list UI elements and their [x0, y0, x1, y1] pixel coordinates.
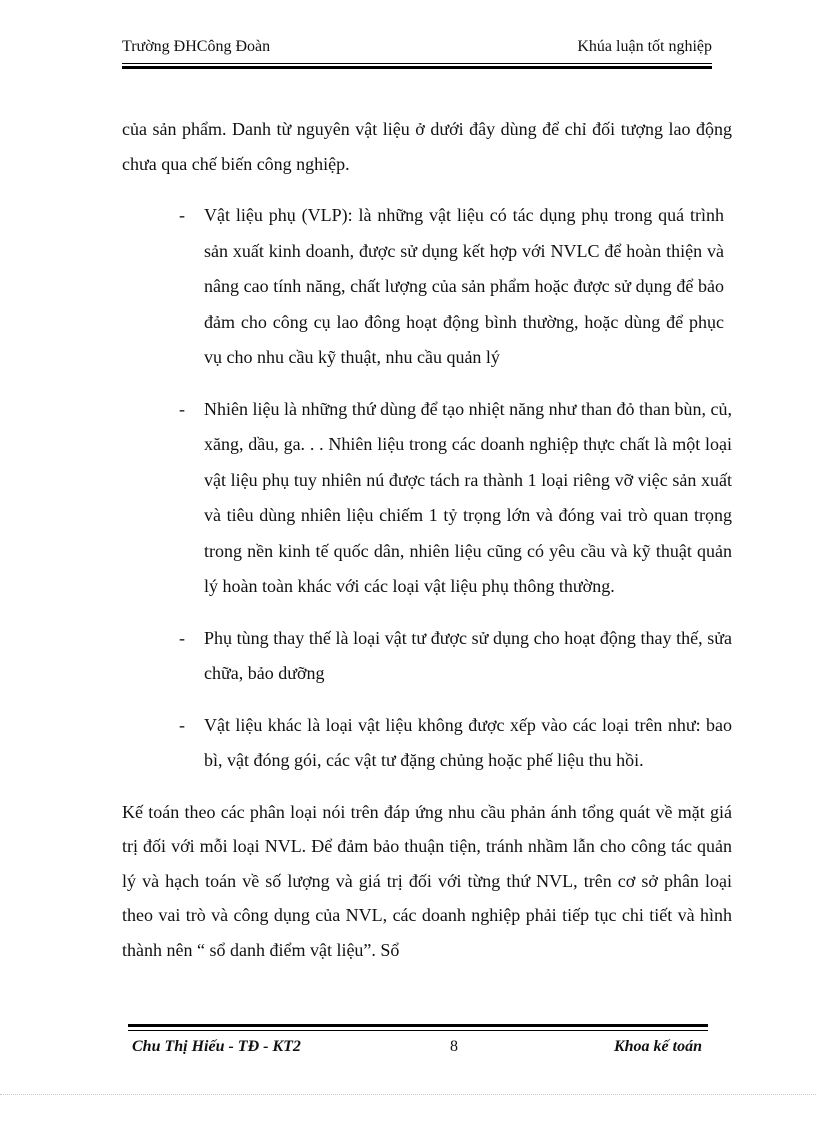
- bullet-item: [122, 621, 732, 692]
- footer-rule-thick: [128, 1024, 708, 1027]
- bullet-dash: -: [179, 714, 185, 735]
- footer-author: Chu Thị Hiếu - TĐ - KT2: [132, 1038, 301, 1055]
- bullet-item: [122, 392, 732, 605]
- intro-paragraph: của sản phẩm. Danh từ nguyên vật liệu ở dưới đây dùng để chỉ đối tượng lao động chưa qua chế biến công nghiệp.: [122, 119, 732, 174]
- bullet-dash: -: [179, 398, 185, 419]
- bullet-item: [122, 708, 732, 779]
- bullet-text: Vật liệu phụ (VLP): là những vật liệu có tác dụng phụ trong quá trình sản xuất kinh doanh, được sử dụng kết hợp với NVLC để hoàn thiện và nâng cao tính năng, chất lượng của sản phẩm hoặc được sử dụng để bảo đảm cho công cụ lao đông hoạt động bình thường, hoặc dùng để phục vụ cho nhu cầu kỹ thuật, nhu cầu quản lý: [204, 205, 724, 367]
- footer-faculty: Khoa kế toán: [613, 1038, 702, 1055]
- page-number: 8: [450, 1038, 458, 1055]
- header-rule-thick: [122, 66, 712, 69]
- bullet-dash: -: [179, 627, 185, 648]
- page-body: [122, 112, 732, 967]
- page-boundary: [0, 1094, 816, 1095]
- bullet-text: Phụ tùng thay thế là loại vật tư được sử dụng cho hoạt động thay thế, sửa chữa, bảo dưỡng: [204, 627, 732, 683]
- page-header: [122, 38, 712, 64]
- bullet-item: [122, 198, 724, 376]
- closing-paragraph: Kế toán theo các phân loại nói trên đáp ứng nhu cầu phản ánh tổng quát về mặt giá trị đối với mỗi loại NVL. Để đảm bảo thuận tiện, tránh nhầm lẫn cho công tác quản lý và hạch toán về số lượng và giá trị đối với từng thứ NVL, trên cơ sở phân loại theo vai trò và công dụng của NVL, các doanh nghiệp phải tiếp tục chi tiết và hình thành nên “ sổ danh điểm vật liệu”. Sổ: [122, 801, 732, 960]
- bullet-text: Vật liệu khác là loại vật liệu không được xếp vào các loại trên như: bao bì, vật đóng gói, các vật tư đặng chủng hoặc phế liệu thu hồi.: [204, 714, 732, 770]
- page-footer: [128, 1024, 708, 1064]
- bullet-text: Nhiên liệu là những thứ dùng để tạo nhiệt năng như than đỏ than bùn, củ, xăng, dầu, ga. . . Nhiên liệu trong các doanh nghiệp thực chất là một loại vật liệu phụ tuy nhiên nú được tách ra thành 1 loại riêng vỡ việc sản xuất và tiêu dùng nhiên liệu chiếm 1 tỷ trọng lớn và đóng vai trò quan trọng trong nền kinh tế quốc dân, nhiên liệu cũng có yêu cầu và kỹ thuật quản lý hoàn toàn khác với các loại vật liệu phụ thông thường.: [204, 398, 732, 596]
- header-rule-thin: [122, 63, 712, 64]
- header-doc-type: Khúa luận tốt nghiệp: [577, 38, 712, 55]
- footer-rule-thin: [128, 1030, 708, 1031]
- bullet-dash: -: [179, 205, 185, 225]
- header-school: Trường ĐHCông Đoàn: [122, 38, 271, 55]
